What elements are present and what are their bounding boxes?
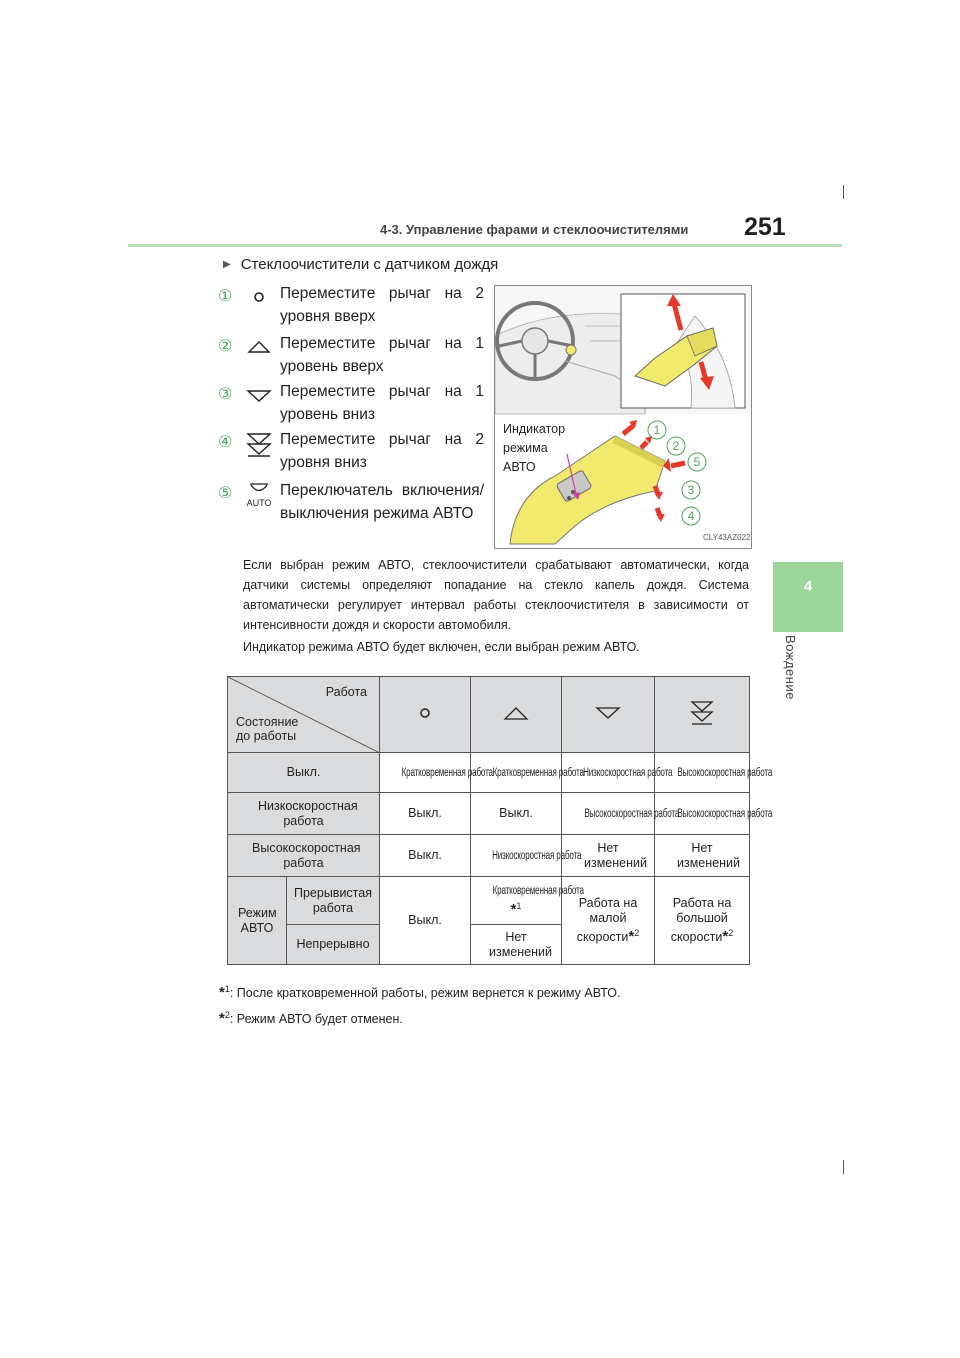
header-single-down-cell bbox=[562, 677, 655, 753]
step-text: Переместите рычаг на 2 уровня вверх bbox=[280, 285, 484, 325]
callout-label: Индикатор режима АВТО bbox=[503, 422, 566, 474]
description-paragraph: Если выбран режим АВТО, стеклоочистители срабатывают автоматически, когда датчики системы определяют попадание на стекло капель дождя. Система автоматически регулирует интервал работы стеклоочистителя в зависимости от интенсивности дождя и скорости автомобиля. bbox=[243, 558, 749, 632]
mist-position-icon bbox=[244, 284, 274, 314]
wiper-operation-table bbox=[227, 676, 773, 965]
header-rule bbox=[128, 244, 842, 247]
table-cell: Нет изменений bbox=[562, 835, 655, 877]
footnote-star: * bbox=[628, 928, 635, 946]
row-label: Режим АВТО bbox=[228, 877, 287, 965]
chapter-label: Вождение bbox=[783, 635, 798, 700]
page-number: 251 bbox=[744, 213, 786, 241]
footnote-text: : Режим АВТО будет отменен. bbox=[229, 1012, 403, 1027]
subheading bbox=[223, 256, 498, 273]
header-double-down-cell bbox=[655, 677, 750, 753]
corner-top-label: Работа bbox=[325, 685, 367, 699]
step-number: ④ bbox=[218, 432, 233, 451]
indicator-paragraph: Индикатор режима АВТО будет включен, если выбран режим АВТО. bbox=[243, 640, 640, 654]
table-cell: Нет изменений bbox=[655, 835, 750, 877]
table-row bbox=[228, 753, 750, 793]
step-text: Переключатель включения/выключения режима АВТО bbox=[280, 482, 484, 522]
table-row bbox=[228, 793, 750, 835]
callout-number-2: 2 bbox=[672, 439, 680, 453]
auto-mode-icon bbox=[244, 481, 274, 511]
double-down-icon bbox=[689, 698, 715, 728]
step-text: Переместите рычаг на 1 уровень вниз bbox=[280, 383, 484, 423]
table-row bbox=[228, 835, 750, 877]
illustration-svg bbox=[495, 286, 751, 548]
step-number: ① bbox=[218, 286, 233, 305]
step-number: ② bbox=[218, 336, 233, 355]
step-number: ③ bbox=[218, 384, 233, 403]
table-cell: Высокоскоростная работа bbox=[655, 793, 750, 835]
row-label: Высокоскоростная работа bbox=[228, 835, 380, 877]
table-cell: Низкоскоростная работа bbox=[471, 835, 562, 877]
triangle-bullet-icon: ▶ bbox=[223, 259, 231, 270]
wiper-lever-illustration bbox=[494, 285, 752, 549]
table-cell: Выкл. bbox=[380, 835, 471, 877]
callout-number-1: 1 bbox=[653, 423, 661, 437]
table-cell: Высокоскоростная работа bbox=[655, 753, 750, 793]
step-text: Переместите рычаг на 2 уровня вниз bbox=[280, 431, 484, 471]
table-cell: Выкл. bbox=[380, 877, 471, 965]
table-cell: Работа на малой скорости*$^2$ bbox=[562, 877, 655, 965]
footnote-star: * bbox=[219, 1010, 225, 1028]
header-single-up-cell bbox=[471, 677, 562, 753]
row-sublabel: Прерывистая работа bbox=[287, 877, 380, 925]
mist-position-icon bbox=[415, 703, 435, 723]
row-sublabel: Непрерывно bbox=[287, 925, 380, 965]
callout-number-5: 5 bbox=[693, 455, 701, 469]
footnote-star: * bbox=[219, 984, 225, 1002]
single-down-icon bbox=[593, 703, 623, 723]
footnote-star: * bbox=[722, 928, 729, 946]
footnote-text: : После кратковременной работы, режим вернется к режиму АВТО. bbox=[229, 986, 621, 1001]
callout-number-3: 3 bbox=[687, 483, 695, 497]
table-cell: Выкл. bbox=[471, 793, 562, 835]
crop-mark-top bbox=[843, 185, 844, 199]
step-text: Переместите рычаг на 1 уровень вверх bbox=[280, 335, 484, 375]
footnote-mark: 2 bbox=[224, 1010, 230, 1020]
table-cell: Нет изменений bbox=[471, 925, 562, 965]
table-row bbox=[228, 877, 750, 925]
subheading-text: Стеклоочистители с датчиком дождя bbox=[240, 256, 499, 273]
footnote-mark: 1 bbox=[516, 900, 522, 911]
row-label: Низкоскоростная работа bbox=[228, 793, 380, 835]
footnote-mark: 1 bbox=[224, 984, 230, 994]
table-cell: Кратковременная работа bbox=[380, 753, 471, 793]
header-mist-cell bbox=[380, 677, 471, 753]
footnote-mark: 2 bbox=[634, 927, 640, 938]
chapter-number: 4 bbox=[803, 578, 813, 595]
illustration-code: CLY43AZ022 bbox=[703, 533, 751, 542]
chapter-tab bbox=[773, 562, 843, 632]
callout-number-4: 4 bbox=[687, 509, 695, 523]
table-cell: Кратковременная работа bbox=[471, 753, 562, 793]
section-title: 4-3. Управление фарами и стеклоочистителями bbox=[380, 222, 689, 237]
footnote-star: * bbox=[510, 901, 517, 919]
corner-bottom-label: Состояние до работы bbox=[236, 715, 299, 743]
table-cell: Кратковременная работа*$^1$ bbox=[471, 877, 562, 925]
crop-mark-bottom bbox=[843, 1160, 844, 1174]
single-up-icon bbox=[244, 334, 274, 364]
step-number: ⑤ bbox=[218, 483, 233, 502]
double-down-icon bbox=[244, 430, 274, 460]
table-cell: Низкоскоростная работа bbox=[562, 753, 655, 793]
table-cell: Выкл. bbox=[380, 793, 471, 835]
footnote-2 bbox=[219, 1010, 403, 1027]
single-up-icon bbox=[501, 703, 531, 723]
table-cell: Высокоскоростная работа bbox=[562, 793, 655, 835]
table-corner-cell bbox=[228, 677, 380, 753]
footnote-1 bbox=[219, 984, 621, 1001]
footnote-mark: 2 bbox=[728, 927, 734, 938]
table-cell: Работа на большой скорости*$^2$ bbox=[655, 877, 750, 965]
auto-icon-label: AUTO bbox=[246, 498, 272, 508]
row-label: Выкл. bbox=[228, 753, 380, 793]
single-down-icon bbox=[244, 382, 274, 412]
